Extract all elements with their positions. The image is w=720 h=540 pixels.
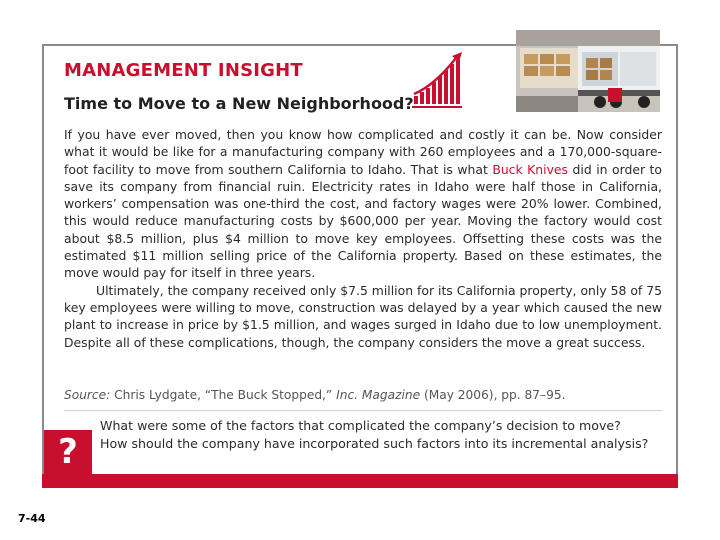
insight-body	[64, 126, 662, 351]
question-mark-badge: ?	[44, 430, 92, 474]
source-citation: Source: Chris Lydgate, “The Buck Stopped,” Inc. Magazine (May 2006), pp. 87–95.	[64, 388, 566, 402]
section-divider	[64, 410, 662, 411]
bottom-accent-bar	[42, 474, 678, 488]
question-line-2: How should the company have incorporated such factors into its incremental analysis?	[100, 436, 649, 451]
insight-title: Time to Move to a New Neighborhood?	[64, 94, 414, 113]
paragraph-2: Ultimately, the company received only $7.5 million for its California property, only 58 of 75 key employees were willing to move, construction was delayed by a year which caused the new plant to increase in price by $1.5 million, and wages surged in Idaho due to low unemployment. Despite all of these complications, though, the company considers the move a great success.	[64, 282, 662, 350]
growth-bar-chart-icon	[412, 52, 468, 110]
slide-number: 7-44	[18, 512, 46, 525]
truck-loading-photo	[516, 30, 660, 112]
question-line-1: What were some of the factors that complicated the company’s decision to move?	[100, 418, 621, 433]
paragraph-1: If you have ever moved, then you know how complicated and costly it can be. Now consider what it would be like for a manufacturing company with 260 employees and a 170,000-square-foot facility to move from southern California to Idaho. That is what Buck Knives did in order to save its company from financial ruin. Electricity rates in Idaho were half those in California, workers’ compensation was one-third the cost, and factory wages were 20% lower. Combined, this would reduce manufacturing costs by $600,000 per year. Moving the factory would cost about $8.5 million, plus $4 million to move key employees. Offsetting these costs was the estimated $11 million selling price of the California property. Based on these estimates, the move would pay for itself in three years.	[64, 127, 662, 281]
discussion-question	[100, 417, 666, 453]
insight-heading: MANAGEMENT INSIGHT	[64, 60, 303, 81]
company-name-highlight: Buck Knives	[492, 161, 569, 177]
